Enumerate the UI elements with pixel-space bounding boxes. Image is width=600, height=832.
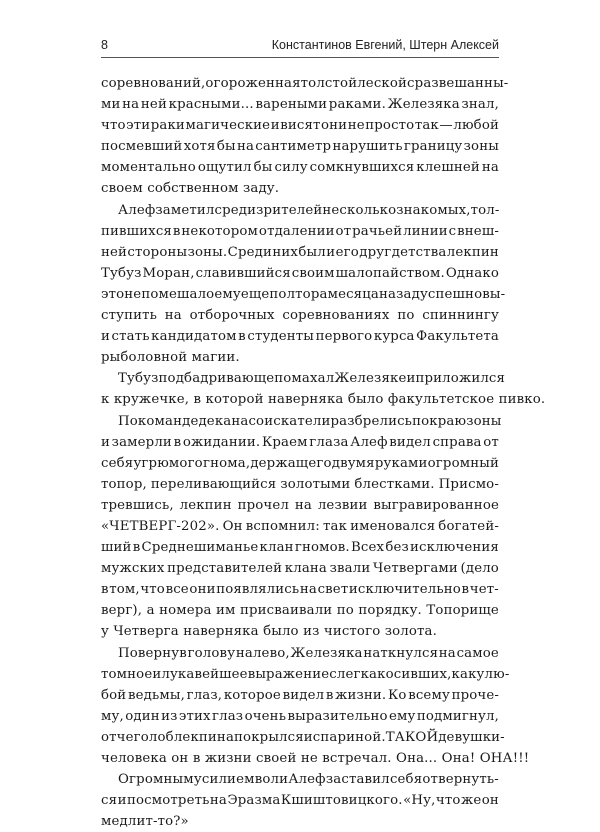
- text-line: Тубуз Моран, славившийся своим шалопайством. Однако: [101, 265, 499, 281]
- header-title: Константинов Евгений, Штерн Алексей: [271, 38, 499, 52]
- text-line: тревшись, лекпин прочел на лезвии выгравированное: [101, 497, 499, 513]
- text-line: ся и посмотреть на Эразма Кшиштовицкого. «Ну, что же он: [101, 793, 499, 809]
- text-line: моментально ощутил бы силу сомкнувшихся клешней на: [101, 160, 499, 176]
- text-line: ми на ней красными... вареными раками. Железяка знал,: [101, 97, 499, 113]
- header-rule: [101, 57, 499, 58]
- text-line: соревнований, огороженная толстой леской с развешанны-: [101, 76, 509, 91]
- text-line: мужских представителей клана звали Четвергами (дело: [101, 561, 499, 577]
- running-head: [101, 36, 499, 58]
- text-line: Повернув голову налево, Железяка наткнулся на самое: [118, 645, 499, 661]
- text-line: посмевший хотя бы на сантиметр нарушить границу зоны: [101, 139, 499, 155]
- text-line: ней стороны зоны. Среди них был и его друг детства лекпин: [101, 244, 499, 260]
- text-line: человека он в жизни своей не встречал. Она... Она! ОНА!!!: [101, 751, 530, 766]
- text-line: топор, переливающийся золотыми блестками. Присмо-: [101, 476, 499, 492]
- text-line: пившихся в некотором отдалении от рачьей линии с внеш-: [101, 223, 499, 239]
- body-text: [101, 73, 546, 832]
- text-line: и стать кандидатом в студенты первого курса Факультета: [101, 329, 499, 345]
- text-line: Алеф заметил среди зрителей несколько знакомых, тол-: [118, 202, 500, 218]
- text-line: отчего лоб лекпина покрылся испариной. ТАКОЙ девушки-: [101, 729, 505, 745]
- text-line: бой ведьмы, глаз, которое видел в жизни. Ко всему проче-: [101, 687, 499, 703]
- text-line: верг), а номера им присваивали по порядку. Топорище: [101, 603, 499, 619]
- text-line: себя угрюмого гнома, держащего двумя руками огромный: [101, 455, 499, 471]
- text-line: это не помешало ему еще полтора месяца назад успешно вы-: [101, 286, 506, 302]
- text-line: Тубуз подбадривающе помахал Железяке и приложился: [118, 371, 506, 387]
- text-line: му, один из этих глаз очень выразительно ему подмигнул,: [101, 708, 499, 724]
- text-line: «ЧЕТВЕРГ-202». Он вспомнил: так именовался богатей-: [101, 518, 499, 534]
- text-line: ший в Среднешиманье клан гномов. Всех без исключения: [101, 540, 499, 556]
- text-line: в том, что все они появлялись на свет исключительно в чет-: [101, 582, 499, 598]
- text-line: и замерли в ожидании. Краем глаза Алеф видел справа от: [101, 434, 499, 450]
- text-line: ступить на отборочных соревнованиях по спиннингу: [101, 308, 499, 324]
- text-line: По команде декана соискатели разбрелись по краю зоны: [118, 413, 502, 429]
- text-line: медлит-то?»: [101, 814, 189, 830]
- text-line: что эти раки магические и висят они не просто так — любой: [101, 118, 499, 134]
- text-line: к кружечке, в которой наверняка было факультетское пивко.: [101, 392, 546, 408]
- text-line: Огромным усилием воли Алеф заставил себя отвернуть-: [118, 772, 499, 788]
- text-line: рыболовной магии.: [101, 350, 240, 366]
- text-line: у Четверга наверняка было из чистого золота.: [101, 624, 438, 640]
- text-line: томное и лукавейшее выражение слегка косивших, как у лю-: [101, 666, 510, 682]
- text-line: своем собственном заду.: [101, 181, 280, 197]
- page-number: 8: [101, 38, 108, 52]
